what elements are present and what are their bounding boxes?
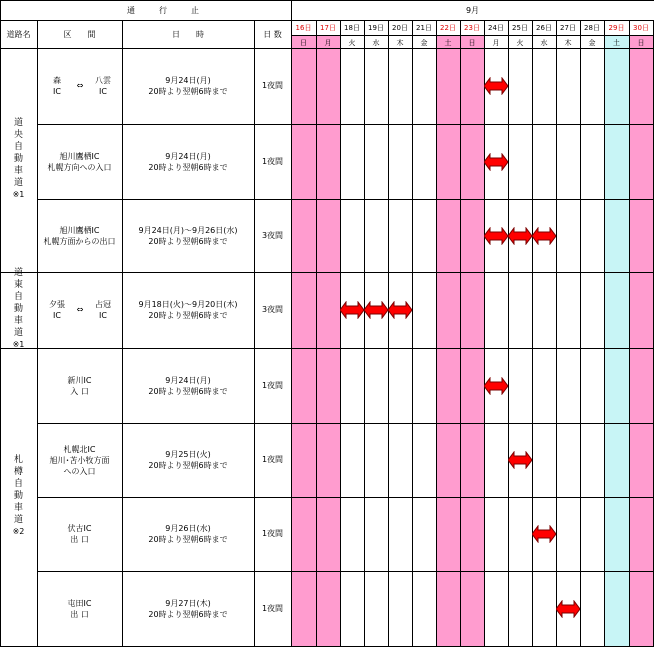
- day-of-week: 日: [637, 39, 645, 47]
- day-date: 20日: [392, 24, 408, 32]
- section: 旭川鷹栖IC 札幌方向への入口: [47, 151, 112, 172]
- closure-arrow: [532, 525, 556, 543]
- datetime: 9月26日(水) 20時より翌朝6時まで: [148, 524, 228, 544]
- arrow-icon: ⇔: [76, 81, 84, 90]
- grid-line: [532, 20, 533, 647]
- day-date: 23日: [464, 24, 480, 32]
- day-of-week: 火: [516, 39, 524, 47]
- closure-arrow: [340, 301, 364, 319]
- grid-line: [340, 20, 341, 647]
- day-date: 27日: [560, 24, 576, 32]
- grid-line: [508, 20, 509, 647]
- closure-arrow: [532, 227, 556, 245]
- day-date: 18日: [344, 24, 360, 32]
- datetime: 9月24日(月) 20時より翌朝6時まで: [148, 375, 228, 396]
- day-date: 17日: [320, 24, 336, 32]
- day-count: 1夜間: [261, 81, 284, 90]
- day-date: 21日: [416, 24, 432, 32]
- section-from: 夕張 IC: [49, 300, 65, 320]
- day-date: 25日: [512, 24, 528, 32]
- grid-line: [412, 20, 413, 647]
- grid-line: [254, 20, 255, 647]
- section-header: 区 間: [63, 30, 96, 39]
- road-name: 道 東 自 動 車 道: [13, 268, 23, 338]
- day-column-bg: [629, 35, 653, 646]
- grid-line: [122, 20, 123, 647]
- grid-line: [37, 571, 654, 572]
- day-date: 22日: [440, 24, 456, 32]
- closure-arrow: [484, 227, 508, 245]
- datetime: 9月24日(月) 20時より翌朝6時まで: [148, 151, 228, 172]
- section-from: 森 IC: [53, 76, 61, 96]
- day-of-week: 水: [540, 39, 548, 47]
- grid-line: [37, 124, 654, 125]
- section: 札幌北IC 旭川･苫小牧方面 への入口: [49, 444, 110, 476]
- grid-line: [629, 20, 630, 647]
- day-count: 3夜間: [261, 305, 284, 314]
- section: 新川IC 入 口: [67, 375, 92, 396]
- day-count: 1夜間: [261, 603, 284, 613]
- day-count: 3夜間: [261, 230, 284, 240]
- day-column-bg: [291, 35, 316, 646]
- arrow-icon: ⇔: [76, 305, 84, 314]
- section: 旭川鷹栖IC 札幌方面からの出口: [43, 225, 116, 246]
- day-column-bg: [460, 35, 484, 646]
- day-of-week: 木: [396, 39, 404, 47]
- day-column-bg: [604, 35, 629, 646]
- grid-line: [436, 20, 437, 647]
- grid-line: [580, 20, 581, 647]
- grid-line: [316, 20, 317, 647]
- day-column-bg: [316, 35, 340, 646]
- grid-line: [291, 0, 292, 647]
- month-title: 9月: [465, 6, 480, 15]
- days-header: 日 数: [263, 30, 282, 39]
- day-of-week: 火: [348, 39, 356, 47]
- closure-arrow: [484, 153, 508, 171]
- day-date: 28日: [584, 24, 600, 32]
- road-name: 札 樽 自 動 車 道: [13, 455, 23, 525]
- grid-line: [556, 20, 557, 647]
- day-of-week: 金: [588, 39, 596, 47]
- day-of-week: 木: [564, 39, 572, 47]
- day-date: 24日: [488, 24, 504, 32]
- road-name-header: 道路名: [6, 30, 31, 39]
- section: 屯田IC 出 口: [67, 598, 92, 619]
- datetime-header: 日 時: [172, 30, 204, 39]
- datetime: 9月25日(火) 20時より翌朝6時まで: [148, 450, 228, 470]
- road-note: ※1: [12, 340, 25, 349]
- day-date: 16日: [295, 24, 312, 32]
- datetime: 9月27日(木) 20時より翌朝6時まで: [148, 598, 228, 619]
- closure-title: 通 行 止: [127, 6, 199, 15]
- closure-arrow: [484, 377, 508, 395]
- section-to: 占冠 IC: [95, 300, 111, 320]
- day-of-week: 水: [372, 39, 380, 47]
- day-date: 29日: [608, 24, 625, 32]
- day-of-week: 金: [420, 39, 428, 47]
- day-count: 1夜間: [261, 455, 284, 464]
- road-note: ※1: [12, 190, 25, 199]
- grid-line: [291, 35, 654, 36]
- road-name: 道 央 自 動 車 道: [13, 118, 23, 188]
- closure-arrow: [388, 301, 412, 319]
- closure-arrow: [508, 451, 532, 469]
- grid-line: [460, 20, 461, 647]
- road-note: ※2: [12, 527, 25, 536]
- day-of-week: 日: [468, 39, 476, 47]
- day-date: 19日: [368, 24, 384, 32]
- datetime: 9月18日(火)～9月20日(木) 20時より翌朝6時まで: [138, 300, 238, 320]
- day-count: 1夜間: [261, 156, 284, 166]
- grid-line: [37, 20, 38, 647]
- closure-arrow: [484, 77, 508, 95]
- datetime: 9月24日(月) 20時より翌朝6時まで: [148, 76, 228, 96]
- section-to: 八雲 IC: [95, 76, 111, 96]
- day-count: 1夜間: [261, 380, 284, 390]
- closure-arrow: [556, 600, 580, 618]
- day-column-bg: [436, 35, 460, 646]
- grid-line: [364, 20, 365, 647]
- grid-line: [388, 20, 389, 647]
- day-of-week: 土: [613, 39, 620, 47]
- closure-arrow: [508, 227, 532, 245]
- datetime: 9月24日(月)～9月26日(水) 20時より翌朝6時まで: [138, 225, 238, 246]
- grid-line: [604, 20, 605, 647]
- closure-arrow: [364, 301, 388, 319]
- section: 伏古IC 出 口: [67, 524, 92, 544]
- grid-line: [484, 20, 485, 647]
- day-of-week: 日: [300, 39, 307, 47]
- day-of-week: 月: [492, 39, 500, 47]
- day-of-week: 月: [324, 39, 332, 47]
- grid-line: [37, 199, 654, 200]
- day-count: 1夜間: [261, 529, 284, 538]
- day-date: 26日: [536, 24, 552, 32]
- grid-line: [0, 0, 654, 1]
- grid-line: [37, 423, 654, 424]
- grid-line: [37, 497, 654, 498]
- day-of-week: 土: [444, 39, 452, 47]
- day-date: 30日: [633, 24, 649, 32]
